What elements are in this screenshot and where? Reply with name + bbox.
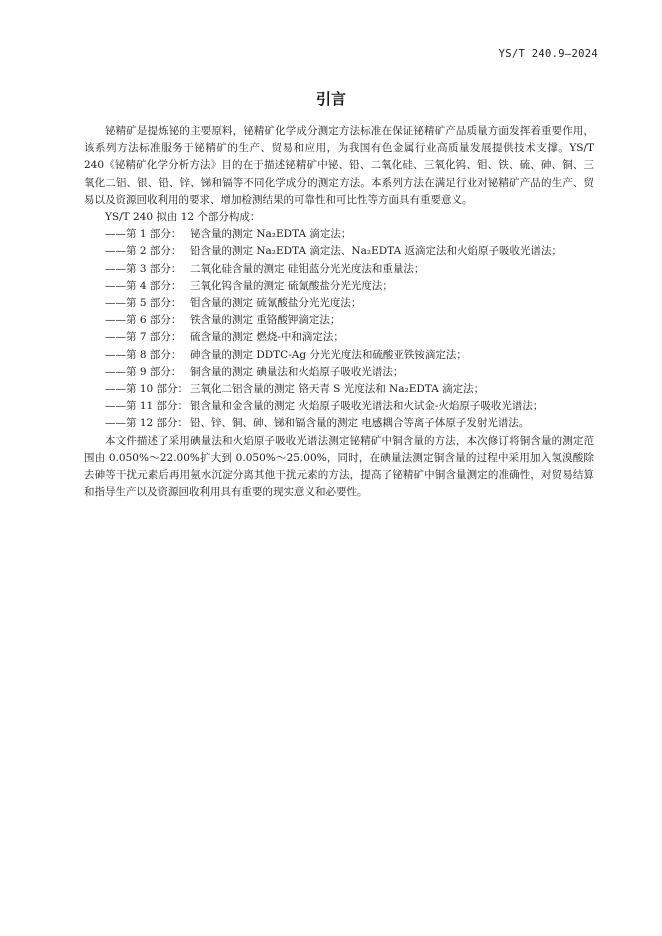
document-body	[84, 123, 594, 501]
list-item	[105, 226, 594, 243]
part-text: 铋含量的测定 Na₂EDTA 滴定法；	[190, 228, 352, 241]
part-label: ——第 1 部分：	[105, 228, 182, 241]
part-label: ——第 12 部分：	[105, 417, 189, 430]
part-label: ——第 10 部分：	[105, 383, 189, 396]
part-label: ——第 11 部分：	[105, 400, 189, 413]
part-text: 铅、锌、铜、砷、锑和镉含量的测定 电感耦合等离子体原子发射光谱法。	[190, 417, 530, 430]
list-item	[105, 312, 594, 329]
list-item	[105, 329, 594, 346]
part-label: ——第 2 部分：	[105, 245, 182, 258]
part-text: 三氧化二铝含量的测定 铬天青 S 光度法和 Na₂EDTA 滴定法；	[190, 383, 485, 396]
page-title: 引言	[315, 90, 346, 108]
part-label: ——第 8 部分：	[105, 348, 182, 361]
list-item	[105, 295, 594, 312]
part-label: ——第 9 部分：	[105, 365, 182, 378]
part-label: ——第 7 部分：	[105, 331, 182, 344]
parts-intro: YS/T 240 拟由 12 个部分构成：	[105, 211, 261, 224]
list-item	[105, 243, 594, 260]
list-item	[105, 347, 594, 364]
part-label: ——第 3 部分：	[105, 262, 182, 275]
intro-paragraph: 铋精矿是提炼铋的主要原料，铋精矿化学成分测定方法标准在保证铋精矿产品质量方面发挥着重要作用，该系列方法标准服务于铋精矿的生产、贸易和应用，为我国有色金属行业高质量发展提供技术支撑。YS/T 240《铋精矿化学分析方法》目的在于描述铋精矿中铋、铅、二氧化硅、三氧化钨、钼、铁、硫、砷、铜、三氧化二铝、银、铅、锌、锑和镉等不同化学成分的测定方法。本系列方法在满足行业对铋精矿产品的生产、贸易以及资源回收利用的要求、增加检测结果的可靠性和可比性等方面具有重要意义。	[84, 125, 594, 206]
list-item	[105, 364, 594, 381]
list-item	[105, 415, 594, 432]
part-text: 二氧化硅含量的测定 硅钼蓝分光光度法和重量法；	[190, 262, 425, 275]
part-label: ——第 5 部分：	[105, 297, 182, 310]
list-item	[105, 261, 594, 278]
part-text: 三氧化钨含量的测定 硫氰酸盐分光光度法；	[190, 279, 393, 292]
parts-list	[84, 226, 594, 432]
part-text: 硫含量的测定 燃烧-中和滴定法；	[190, 331, 344, 344]
list-item	[105, 381, 594, 398]
standard-code: YS/T 240.9—2024	[498, 48, 598, 60]
list-item	[105, 398, 594, 415]
part-text: 钼含量的测定 硫氰酸盐分光光度法；	[190, 297, 362, 310]
part-label: ——第 4 部分：	[105, 279, 182, 292]
list-item	[105, 278, 594, 295]
part-text: 铅含量的测定 Na₂EDTA 滴定法、Na₂EDTA 返滴定法和火焰原子吸收光谱法；	[190, 245, 563, 258]
part-text: 铁含量的测定 重铬酸钾滴定法；	[190, 314, 341, 327]
part-text: 银含量和金含量的测定 火焰原子吸收光谱法和火试金-火焰原子吸收光谱法；	[190, 400, 544, 413]
part-text: 砷含量的测定 DDTC-Ag 分光光度法和硫酸亚铁铵滴定法；	[190, 348, 467, 361]
part-text: 铜含量的测定 碘量法和火焰原子吸收光谱法；	[190, 365, 404, 378]
part-label: ——第 6 部分：	[105, 314, 182, 327]
revision-paragraph: 本文件描述了采用碘量法和火焰原子吸收光谱法测定铋精矿中铜含量的方法，本次修订将铜含量的测定范围由 0.050%～22.00%扩大到 0.050%～25.00%，同时，在碘量法测定铜含量的过程中采用加入氢溴酸除去砷等干扰元素后再用氨水沉淀分离其他干扰元素的方法，提高了铋精矿中铜含量测定的准确性，对贸易结算和指导生产以及资源回收利用具有重要的现实意义和必要性。	[84, 434, 594, 499]
